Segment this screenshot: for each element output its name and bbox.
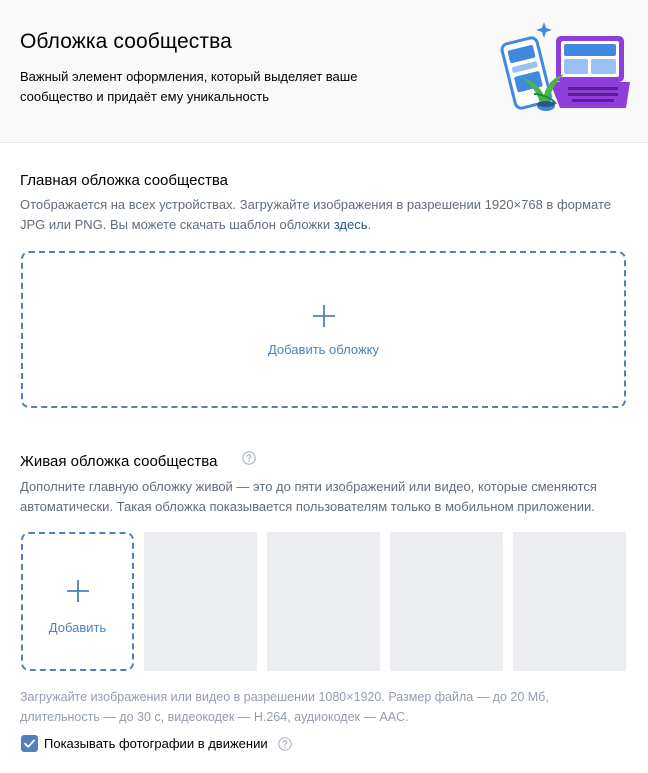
live-cover-slot: [267, 532, 380, 671]
live-cover-hint: Загружайте изображения или видео в разрешении 1080×1920. Размер файла — до 20 Мб, длительность — до 30 с, видеокодек — H.264, аудиокодек — AAC.: [20, 690, 549, 724]
devices-illustration-icon: [498, 20, 632, 112]
live-cover-title: Живая обложка сообщества: [20, 453, 218, 470]
add-main-cover-label: Добавить обложку: [267, 342, 379, 357]
plus-icon: [312, 304, 336, 328]
main-cover-description: [20, 195, 630, 235]
main-cover-description-text: Отображается на всех устройствах. Загружайте изображения в разрешении 1920×768 в формате JPG или PNG. Вы можете скачать шаблон обложки: [20, 197, 612, 232]
page-description: Важный элемент оформления, который выделяет ваше сообщество и придаёт ему уникальность: [20, 69, 358, 104]
main-cover-title: Главная обложка сообщества: [20, 172, 229, 189]
live-cover-slot: [144, 532, 257, 671]
show-motion-label[interactable]: Показывать фотографии в движении: [44, 736, 268, 751]
page-header: [0, 0, 648, 143]
live-cover-slot: [513, 532, 626, 671]
page-title: Обложка сообщества: [20, 30, 232, 53]
checkmark-icon: [21, 735, 38, 752]
question-circle-icon[interactable]: [242, 451, 256, 465]
add-live-cover-label: Добавить: [48, 620, 107, 635]
add-main-cover-dropzone[interactable]: [21, 251, 626, 408]
plus-icon: [66, 579, 90, 603]
main-cover-description-suffix: .: [367, 217, 372, 232]
show-motion-checkbox[interactable]: [21, 735, 38, 752]
live-cover-description: Дополните главную обложку живой — это до пяти изображений или видео, которые сменяются автоматически. Такая обложка показывается пользователям только в мобильном приложении.: [20, 479, 597, 514]
live-cover-slot: [390, 532, 503, 671]
question-circle-icon[interactable]: [278, 737, 292, 751]
add-live-cover-dropzone[interactable]: [21, 532, 134, 671]
download-template-link[interactable]: здесь: [333, 217, 368, 232]
